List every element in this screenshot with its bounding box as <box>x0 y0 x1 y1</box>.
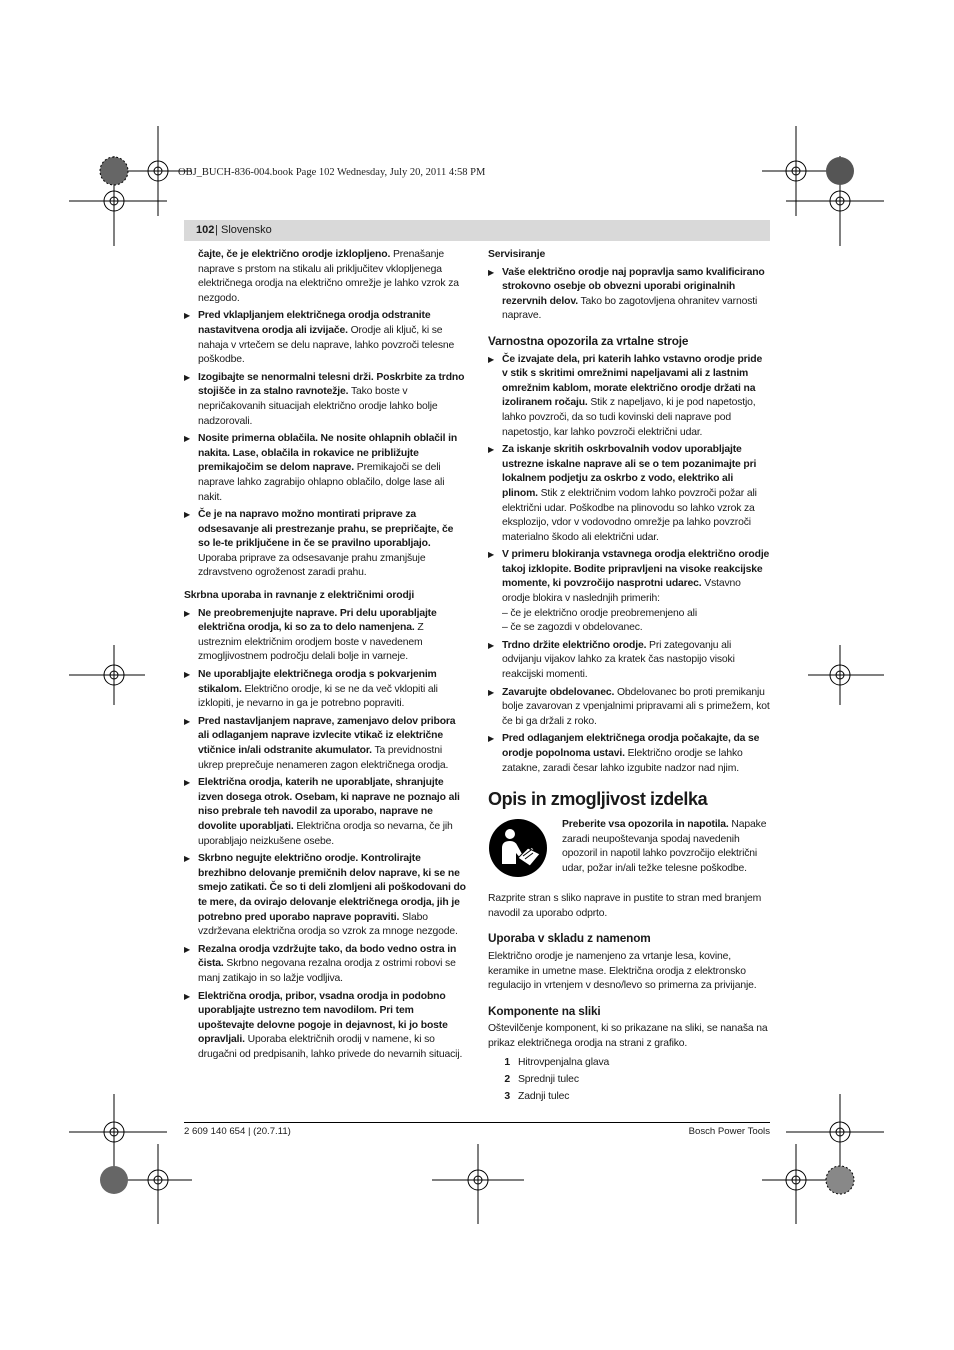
fold-text: Razprite stran s sliko naprave in pustite to stran med branjem navodil za uporabo odprto. <box>488 893 762 919</box>
body-text: Z ustreznim električnim orodjem boste v navedenem zmogljivostnem področju delali bolje in varneje. <box>198 622 424 663</box>
bullet-item <box>488 732 770 776</box>
bold-text: čajte, če je električno orodje izklopljeno. <box>198 249 391 260</box>
bold-text: Zavarujte obdelovanec. <box>502 686 615 698</box>
bold-text: Pred vklapljanjem električnega orodja odstranite nastavitvena orodja ali izvijače. <box>198 310 431 336</box>
bullet-list <box>184 607 466 1063</box>
bullet-list <box>488 639 770 776</box>
item-number: 2 <box>504 1073 510 1085</box>
print-slug: OBJ_BUCH-836-004.book Page 102 Wednesday, July 20, 2011 4:58 PM <box>178 167 486 178</box>
body-text: Ta previdnostni ukrep preprečuje nenameren zagon električnega orodja. <box>198 745 449 771</box>
list-item <box>488 1090 770 1105</box>
body-text: Skrbno negovana rezalna orodja z ostrimi robovi se manj zatikajo in so lažje vodljiva. <box>198 958 456 984</box>
header-language: Slovensko <box>221 224 272 236</box>
bold-text: Ne preobremenjujte naprave. Pri delu uporabljajte električna orodja, ki so za to delo namenjena. <box>198 607 437 634</box>
right-column <box>488 248 770 1106</box>
dash-item: – če se zagozdi v obdelovanec. <box>502 622 643 634</box>
product-heading: Opis in zmogljivost izdelka <box>488 789 708 810</box>
body-text: Tako bo zagotovljena ohranitev varnosti naprave. <box>502 295 758 322</box>
bullet-item <box>184 309 466 367</box>
body-text: Električno orodje, ki se ne da več vklopiti ali izklopiti, je nevarno in ga je potrebno popraviti. <box>198 683 438 710</box>
triangle-bullet-icon: ▶ <box>184 670 191 680</box>
bold-text: Rezalna orodja vzdržujte tako, da bodo vedno ostra in čista. <box>198 943 457 970</box>
bold-text: Za iskanje skritih oskrbovalnih vodov uporabljajte ustrezne iskalne naprave ali se o tem pozanimajte pri lokalnem podjetju za oskrbo z vodo, elektriko ali plinom. <box>502 444 757 499</box>
triangle-bullet-icon: ▶ <box>184 510 191 520</box>
bullet-list <box>488 353 770 607</box>
bullet-item <box>488 443 770 545</box>
footer-brand: Bosch Power Tools <box>688 1126 770 1137</box>
triangle-bullet-icon: ▶ <box>184 608 191 618</box>
item-number: 3 <box>504 1090 510 1102</box>
bullet-item <box>488 639 770 683</box>
triangle-bullet-icon: ▶ <box>184 716 191 726</box>
header-separator: | <box>215 224 218 236</box>
footer-doc-number: 2 609 140 654 | (20.7.11) <box>184 1126 291 1137</box>
bullet-item <box>184 715 466 773</box>
bullet-item <box>184 607 466 665</box>
bullet-item <box>184 371 466 429</box>
body-text: Vstavno orodje blokira v naslednjih primerih: <box>502 578 741 605</box>
use-heading: Uporaba v skladu z namenom <box>488 931 651 946</box>
list-item <box>488 1073 770 1088</box>
bullet-item <box>488 548 770 606</box>
triangle-bullet-icon: ▶ <box>184 991 191 1001</box>
body-text: Stik z napeljavo, ki je pod napetostjo, lahko povzroči, da so tudi kovinski deli naprave pod napetostjo, kar lahko povzroči električni udar. <box>502 397 756 438</box>
use-text: Električno orodje je namenjeno za vrtanje lesa, kovine, keramike in umetne mase. Električna orodja z elektronsko regulacijo in vrtenjem v desno/levo so primerna za privijanje. <box>488 950 757 992</box>
list-item <box>488 1056 770 1071</box>
page-header <box>184 220 770 241</box>
bullet-item <box>488 266 770 324</box>
bold-text: Preberite vsa opozorila in napotila. <box>562 819 729 831</box>
item-label: Hitrovpenjalna glava <box>518 1056 610 1068</box>
subheading: Skrbna uporaba in ravnanje z električnimi orodji <box>184 590 415 602</box>
bold-text: Skrbno negujte električno orodje. Kontrolirajte brezhibno delovanje premičnih delov naprave, ki se ne smejo zatikati. Če so ti deli zlomljeni ali poškodovani do te mere, da ovirajo delovanje električnega orodja, jih je potrebno pred uporabo naprave popraviti. <box>198 853 466 923</box>
footer-rule <box>184 1122 770 1123</box>
bullet-item <box>184 508 466 581</box>
triangle-bullet-icon: ▶ <box>488 734 495 744</box>
triangle-bullet-icon: ▶ <box>184 854 191 864</box>
components-text: Oštevilčenje komponent, ki so prikazane na sliki, se nanaša na prikaz električnega orodja na strani z grafiko. <box>488 1023 768 1049</box>
item-number: 1 <box>504 1056 510 1068</box>
bold-text: Če je na napravo možno montirati priprave za odsesavanje ali prestrezanje prahu, se prepričajte, če so le-te priključene in če se pravilno uporabljajo. <box>198 509 454 550</box>
triangle-bullet-icon: ▶ <box>488 687 495 697</box>
bullet-item <box>184 432 466 505</box>
item-label: Sprednji tulec <box>518 1073 579 1085</box>
body-text: Napake zaradi neupoštevanja spodaj navedenih opozoril in napotil lahko povzročijo električni udar, požar in/ali težke telesne poškodbe. <box>562 819 767 874</box>
body-text: Električno orodje se lahko zatakne, zaradi česar lahko izgubite nadzor nad njim. <box>502 748 743 774</box>
triangle-bullet-icon: ▶ <box>488 445 495 455</box>
bullet-item <box>184 852 466 940</box>
dash-item: – če je električno orodje preobremenjeno ali <box>502 607 697 619</box>
bold-text: Izogibajte se nenormalni telesni drži. Poskrbite za trdno stojišče in za stalno ravnotežje. <box>198 371 465 398</box>
bullet-item <box>184 776 466 849</box>
bold-text: Nosite primerna oblačila. Ne nosite ohlapnih oblačil in nakita. Lase, oblačila in rokavice ne približujte premikajočim se delom naprave. <box>198 433 458 474</box>
bold-text: Električna orodja, pribor, vsadna orodja in podobno uporabljajte ustrezno tem navodilom. Pri tem upoštevajte delovne pogoje in dejavnost, ki jo boste opravljali. <box>198 990 448 1046</box>
left-column <box>184 248 466 1065</box>
triangle-bullet-icon: ▶ <box>488 640 495 650</box>
components-heading: Komponente na sliki <box>488 1003 601 1018</box>
components-list <box>488 1056 770 1105</box>
triangle-bullet-icon: ▶ <box>488 550 495 560</box>
triangle-bullet-icon: ▶ <box>184 372 191 382</box>
page-number: 102 <box>196 224 215 236</box>
bullet-item <box>488 353 770 441</box>
read-manual-icon <box>488 818 548 878</box>
bullet-item <box>184 668 466 712</box>
body-text: Orodje ali ključ, ki se nahaja v vrtečem se delu naprave, lahko povzroči telesne poškodbe. <box>198 324 455 366</box>
bullet-list <box>488 266 770 324</box>
bold-text: Električna orodja, katerih ne uporabljate, shranjujte izven dosega otrok. Osebam, ki naprave ne poznajo ali niso prebrale teh navodil za uporabo, naprave ne dovolite uporabljati. <box>198 777 460 832</box>
service-heading: Servisiranje <box>488 249 546 260</box>
triangle-bullet-icon: ▶ <box>488 267 495 277</box>
warning-text <box>562 818 770 878</box>
body-text: Prenašanje naprave s prstom na stikalu ali priključitev vklopljenega električnega orodja na električno omrežje je lahko vzrok za nezgodo. <box>198 249 459 304</box>
bullet-list <box>184 309 466 581</box>
body-text: Obdelovanec bo proti premikanju bolje zavarovan z vpenjalnimi pripravami ali s primežem, kot če bi ga držali z roko. <box>502 686 770 727</box>
triangle-bullet-icon: ▶ <box>184 434 191 444</box>
bullet-item <box>488 686 770 730</box>
bold-text: Pred odlaganjem električnega orodja počakajte, da se orodje popolnoma ustavi. <box>502 733 760 759</box>
bold-text: Pred nastavljanjem naprave, zamenjavo delov pribora ali odlaganjem naprave izvlecite vtikač iz električne vtičnice in/ali odstranite akumulator. <box>198 715 456 756</box>
body-text: Uporaba priprave za odsesavanje prahu zmanjšuje zdravstveno ogroženost zaradi prahu. <box>198 552 426 579</box>
bold-text: Vaše električno orodje naj popravlja samo kvalificirano strokovno osebje ob obvezni uporabi originalnih rezervnih delov. <box>502 266 765 307</box>
triangle-bullet-icon: ▶ <box>184 944 191 954</box>
bullet-item <box>184 990 466 1063</box>
dash-list <box>488 607 770 636</box>
body-text: Pri zategovanju ali odvijanju vijakov lahko za kratek čas nastopijo visoki reakcijski momenti. <box>502 639 735 681</box>
item-label: Zadnji tulec <box>518 1090 570 1102</box>
bullet-item <box>184 943 466 987</box>
body-text: Premikajoči se deli naprave lahko zagrabijo ohlapno oblačilo, dolge lase ali nakit. <box>198 462 445 503</box>
bold-text: V primeru blokiranja vstavnega orodja električno orodje takoj izklopite. Bodite pripravljeni na visoke reakcijske momente, ki povzročijo nasprotni udarec. <box>502 549 770 590</box>
paragraph <box>184 248 466 306</box>
body-text: Slabo vzdrževana električna orodja so vzrok za mnoge nezgode. <box>198 911 458 938</box>
triangle-bullet-icon: ▶ <box>184 311 191 321</box>
body-text: Stik z električnim vodom lahko povzroči požar ali električni udar. Poškodbe na plinovodu so lahko vzrok za eksplozijo, vdor v vodovodno omrežje pa lahko povzroči materialno škodo ali električni udar. <box>502 487 757 543</box>
triangle-bullet-icon: ▶ <box>184 778 191 788</box>
body-text: Uporaba električnih orodij v namene, ki so drugačni od predpisanih, lahko privede do nevarnih situacij. <box>198 1034 463 1060</box>
body-text: Električna orodja so nevarna, če jih uporabljajo neizkušene osebe. <box>198 820 453 847</box>
body-text: Tako boste v nepričakovanih situacijah električno orodje lahko bolje nadzorovali. <box>198 386 438 427</box>
bold-text: Če izvajate dela, pri katerih lahko vstavno orodje pride v stik s skritimi omrežnimi napeljavami ali z lastnim omrežnim kablom, morate električno orodje držati na izoliranem ročaju. <box>502 353 763 409</box>
bold-text: Ne uporabljajte električnega orodja s pokvarjenim stikalom. <box>198 669 437 695</box>
triangle-bullet-icon: ▶ <box>488 354 495 364</box>
drill-heading: Varnostna opozorila za vrtalne stroje <box>488 333 689 348</box>
warning-box <box>488 818 770 878</box>
bold-text: Trdno držite električno orodje. <box>502 639 647 651</box>
